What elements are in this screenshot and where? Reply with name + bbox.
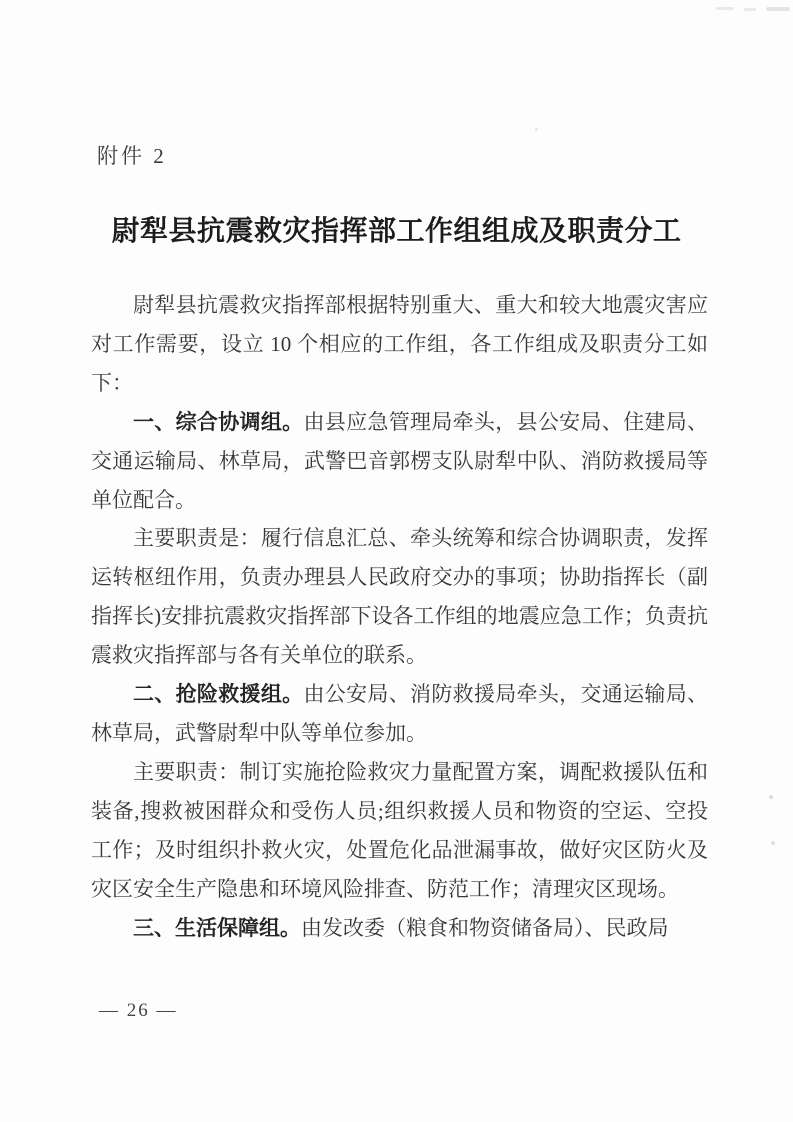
page-number: — 26 — [99,1000,178,1021]
paragraph-text: 由发改委（粮食和物资储备局）、民政局 [301,915,669,940]
paragraph-lead: 一、综合协调组。 [133,409,304,434]
scan-artifact [766,7,790,11]
document-title: 尉犁县抗震救灾指挥部工作组组成及职责分工 [111,216,682,247]
scan-artifact [771,841,775,845]
paragraph-text: 主要职责：制订实施抢险救灾力量配置方案，调配救援队伍和装备,搜救被困群众和受伤人员;组织救援人员和物资的空运、空投工作；及时组织扑救火灾，处置危化品泄漏事故，做好灾区防火及灾区安全生产隐患和环境风险排查、防范工作；清理灾区现场。 [91,759,708,901]
paragraph-group-3-composition [91,909,708,948]
paragraph-intro [91,286,708,403]
paragraph-text: 主要职责是：履行信息汇总、牵头统筹和综合协调职责，发挥运转枢纽作用，负责办理县人民政府交办的事项；协助指挥长（副指挥长)安排抗震救灾指挥部下设各工作组的地震应急工作；负责抗震救灾指挥部与各有关单位的联系。 [91,526,708,668]
paragraph-group-2-duties [91,753,708,909]
document-body [91,286,708,947]
paragraph-lead: 二、抢险救援组。 [133,682,304,707]
attachment-label: 附件 2 [97,144,167,168]
scan-artifact [716,7,734,10]
paragraph-group-1-duties [91,519,708,675]
paragraph-text: 由公安局、消防救援局牵头，交通运输局、林草局，武警尉犁中队等单位参加。 [91,682,709,745]
paragraph-text: 尉犁县抗震救灾指挥部根据特别重大、重大和较大地震灾害应对工作需要，设立 10 个相应的工作组，各工作组成及职责分工如下： [91,293,708,395]
scan-artifact [744,8,756,11]
paragraph-lead: 三、生活保障组。 [133,915,301,940]
paragraph-group-2-composition [91,675,708,753]
paragraph-text: 由县应急管理局牵头，县公安局、住建局、交通运输局、林草局，武警巴音郭楞支队尉犁中队、消防救援局等单位配合。 [91,409,709,512]
scan-artifact [769,795,773,799]
scan-artifact [535,128,538,131]
paragraph-group-1-composition [91,403,708,520]
